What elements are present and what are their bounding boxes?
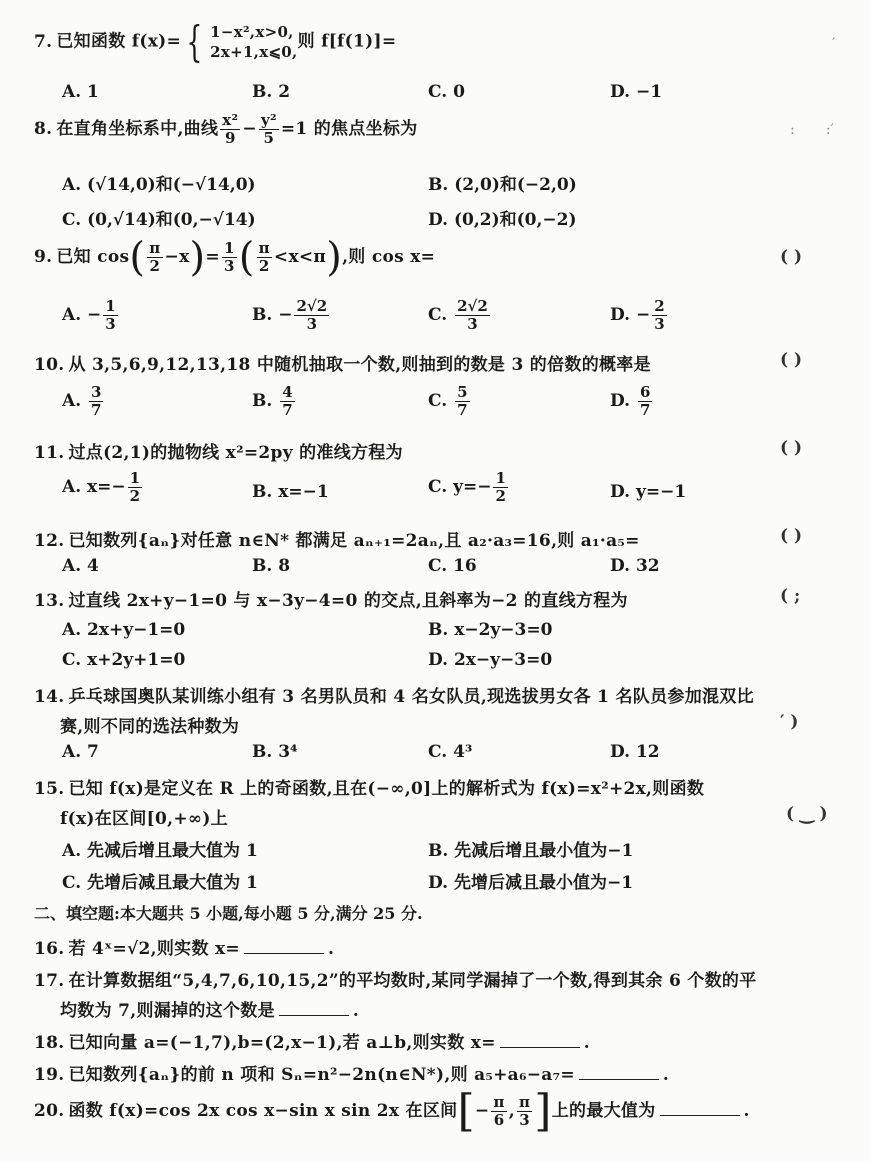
question-15: 15. 已知 f(x)是定义在 R 上的奇函数,且在(−∞,0]上的解析式为 f(x)=x²+2x,则函数 [34,779,705,799]
question-12: 12. 已知数列{aₙ}对任意 n∈N* 都满足 aₙ₊₁=2aₙ,且 a₂·a₃=16,则 a₁·a₅= [34,531,640,551]
option-c: C. 0 [428,82,465,102]
option-a: A. (√14,0)和(−√14,0) [62,175,256,195]
question-17-cont: 均数为 7,则漏掉的这个数是 . [60,1001,360,1021]
option-b: B. x=−1 [252,482,329,502]
option-d: D. 32 [610,556,660,576]
answer-blank[interactable] [279,1001,349,1016]
option-d: D. y=−1 [610,482,687,502]
pencil-mark: : :′ [790,122,834,138]
answer-blank[interactable] [244,939,324,954]
option-c: C. 16 [428,556,477,576]
option-a: A. x=− $\frac{1}{2}$ [62,469,141,505]
option-c: C. x+2y+1=0 [62,650,186,670]
option-d: D. 2x−y−3=0 [428,650,553,670]
answer-paren: ( ; [780,586,801,606]
option-b: B. (2,0)和(−2,0) [428,175,577,195]
option-c: C. y=− $\frac{1}{2}$ [428,469,506,505]
piecewise: { 1−x²,x>0, 2x+1,x⩽0, [186,17,298,66]
option-c: C. (0,√14)和(0,−√14) [62,210,256,230]
option-b: B. $\frac{4}{7}$ [252,383,293,419]
question-17: 17. 在计算数据组“5,4,7,6,10,15,2”的平均数时,某同学漏掉了一个数,得到其余 6 个数的平 [34,971,757,991]
answer-paren: ( ) [780,438,803,458]
question-13: 13. 过直线 2x+y−1=0 与 x−3y−4=0 的交点,且斜率为−2 的直线方程为 [34,591,628,611]
option-a: A. 先减后增且最大值为 1 [62,841,258,861]
answer-paren: ( ) [780,350,803,370]
answer-blank[interactable] [660,1101,740,1116]
answer-blank[interactable] [579,1065,659,1080]
answer-paren: ( ) [780,526,803,546]
option-b: B. 3⁴ [252,742,298,762]
question-18: 18. 已知向量 a=(−1,7),b=(2,x−1),若 a⊥b,则实数 x= . [34,1033,590,1053]
option-b: B. 2 [252,82,291,102]
pencil-mark: ′ [832,36,836,52]
option-a: A. 4 [62,556,99,576]
question-8: 8. 在直角坐标系中,曲线 $\frac{\text{x²}}{9}$ − $\frac{\text{y²}}{5}$ =1 的焦点坐标为 [34,111,418,147]
answer-paren: ( ) [780,247,803,267]
answer-paren: ( ‿ ) [786,804,828,824]
option-c: C. 4³ [428,742,473,762]
answer-paren: ′ ) [780,712,799,732]
option-a: A. $\frac{3}{7}$ [62,383,102,419]
option-d: D. − $\frac{2}{3}$ [610,297,665,333]
question-14-cont: 赛,则不同的选法种数为 [60,717,240,737]
question-10: 10. 从 3,5,6,9,12,13,18 中随机抽取一个数,则抽到的数是 3 的倍数的概率是 [34,355,651,375]
option-a: A. 1 [62,82,99,102]
question-19: 19. 已知数列{aₙ}的前 n 项和 Sₙ=n²−2n(n∈N*),则 a₅+a₆−a₇= . [34,1065,670,1085]
question-20: 20. 函数 f(x)=cos 2x cos x−sin x sin 2x 在区间[− $\frac{\pi}{6}$ , $\frac{\pi}{3}$ ]上的最大值为 . [34,1085,750,1137]
option-d: D. 12 [610,742,660,762]
question-7: 7. 已知函数 f(x)= { 1−x²,x>0, 2x+1,x⩽0, 则 f[f(1)]= [34,17,397,66]
option-d: D. (0,2)和(0,−2) [428,210,577,230]
option-d: D. $\frac{6}{7}$ [610,383,651,419]
option-b: B. x−2y−3=0 [428,620,553,640]
option-d: D. 先增后减且最小值为−1 [428,873,634,893]
section-heading: 二、填空题:本大题共 5 小题,每小题 5 分,满分 25 分. [34,904,423,923]
option-c: C. 先增后减且最大值为 1 [62,873,258,893]
question-14: 14. 乒乓球国奥队某训练小组有 3 名男队员和 4 名女队员,现选拔男女各 1 名队员参加混双比 [34,687,754,707]
question-15-cont: f(x)在区间[0,+∞)上 [60,809,228,829]
option-c: C. $\frac{5}{7}$ [428,383,468,419]
option-a: A. 2x+y−1=0 [62,620,186,640]
option-b: B. 先减后增且最小值为−1 [428,841,634,861]
option-b: B. − $\frac{2√2}{3}$ [252,297,328,333]
option-d: D. −1 [610,82,663,102]
question-16: 16. 若 4ˣ=√2,则实数 x= . [34,939,335,959]
answer-blank[interactable] [500,1033,580,1048]
option-a: A. − $\frac{1}{3}$ [62,297,116,333]
question-9: 9. 已知 cos( $\frac{\pi}{2}$ −x)= $\frac{1}{3}$ ( $\frac{\pi}{2}$ <x<π),则 cos x= [34,234,436,281]
option-c: C. $\frac{2√2}{3}$ [428,297,488,333]
question-11: 11. 过点(2,1)的抛物线 x²=2py 的准线方程为 [34,443,403,463]
option-b: B. 8 [252,556,291,576]
option-a: A. 7 [62,742,99,762]
